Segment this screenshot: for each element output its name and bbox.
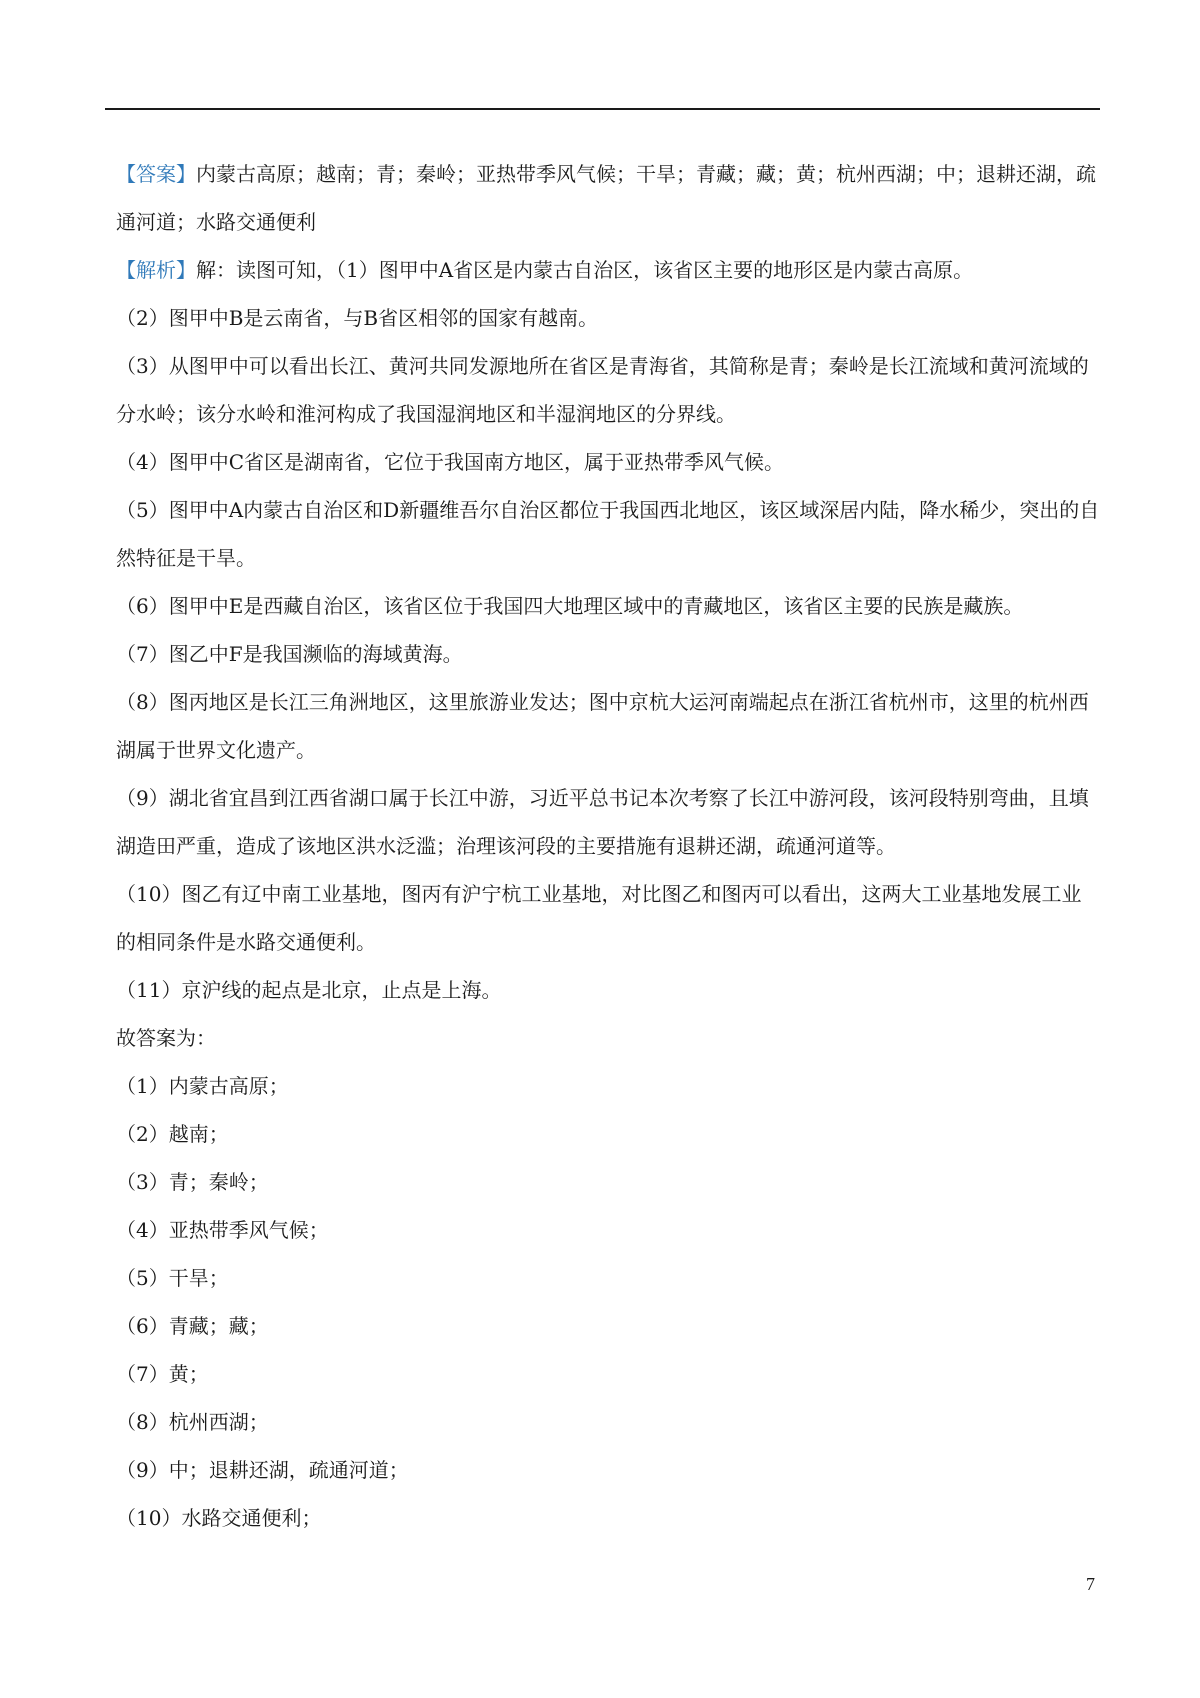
summary-item-9: （9）中；退耕还湖，疏通河道；: [116, 1458, 409, 1482]
analysis-item-11: （11）京沪线的起点是北京，止点是上海。: [116, 978, 502, 1002]
page-number: 7: [1086, 1574, 1095, 1594]
summary-item-10: （10）水路交通便利；: [116, 1506, 322, 1530]
analysis-tag: 【解析】: [116, 258, 196, 282]
analysis-item-10: （10）图乙有辽中南工业基地，图丙有沪宁杭工业基地，对比图乙和图丙可以看出，这两大工业基地发展工业的相同条件是水路交通便利。: [116, 882, 1082, 954]
analysis-item-9: （9）湖北省宜昌到江西省湖口属于长江中游，习近平总书记本次考察了长江中游河段，该河段特别弯曲，且填湖造田严重，造成了该地区洪水泛滥；治理该河段的主要措施有退耕还湖，疏通河道等。: [116, 786, 1089, 858]
answer-text: 内蒙古高原；越南；青；秦岭；亚热带季风气候；干旱；青藏；藏；黄；杭州西湖；中；退耕还湖，疏通河道；水路交通便利: [116, 162, 1096, 234]
summary-item-4: （4）亚热带季风气候；: [116, 1218, 329, 1242]
summary-heading: 故答案为：: [116, 1026, 216, 1050]
analysis-item-4: （4）图甲中C省区是湖南省，它位于我国南方地区，属于亚热带季风气候。: [116, 450, 785, 474]
analysis-item-7: （7）图乙中F是我国濒临的海域黄海。: [116, 642, 463, 666]
analysis-item-3: （3）从图甲中可以看出长江、黄河共同发源地所在省区是青海省，其简称是青；秦岭是长江流域和黄河流域的分水岭；该分水岭和淮河构成了我国湿润地区和半湿润地区的分界线。: [116, 354, 1089, 426]
analysis-item-2: （2）图甲中B是云南省，与B省区相邻的国家有越南。: [116, 306, 599, 330]
summary-item-5: （5）干旱；: [116, 1266, 229, 1290]
answer-tag: 【答案】: [116, 162, 196, 186]
summary-item-7: （7）黄；: [116, 1362, 209, 1386]
summary-item-1: （1）内蒙古高原；: [116, 1074, 289, 1098]
summary-item-8: （8）杭州西湖；: [116, 1410, 269, 1434]
analysis-item-5: （5）图甲中A内蒙古自治区和D新疆维吾尔自治区都位于我国西北地区，该区域深居内陆，降水稀少，突出的自然特征是干旱。: [116, 498, 1100, 570]
summary-item-3: （3）青；秦岭；: [116, 1170, 269, 1194]
analysis-intro: 解：读图可知，（1）图甲中A省区是内蒙古自治区，该省区主要的地形区是内蒙古高原。: [196, 258, 974, 282]
document-body: [116, 150, 1100, 1542]
analysis-item-6: （6）图甲中E是西藏自治区，该省区位于我国四大地理区域中的青藏地区，该省区主要的民族是藏族。: [116, 594, 1024, 618]
answer-paragraph: [116, 150, 1100, 246]
summary-item-2: （2）越南；: [116, 1122, 229, 1146]
analysis-item-8: （8）图丙地区是长江三角洲地区，这里旅游业发达；图中京杭大运河南端起点在浙江省杭州市，这里的杭州西湖属于世界文化遗产。: [116, 690, 1089, 762]
analysis-paragraph: [116, 246, 1100, 294]
summary-item-6: （6）青藏；藏；: [116, 1314, 269, 1338]
header-rule: [105, 108, 1100, 110]
